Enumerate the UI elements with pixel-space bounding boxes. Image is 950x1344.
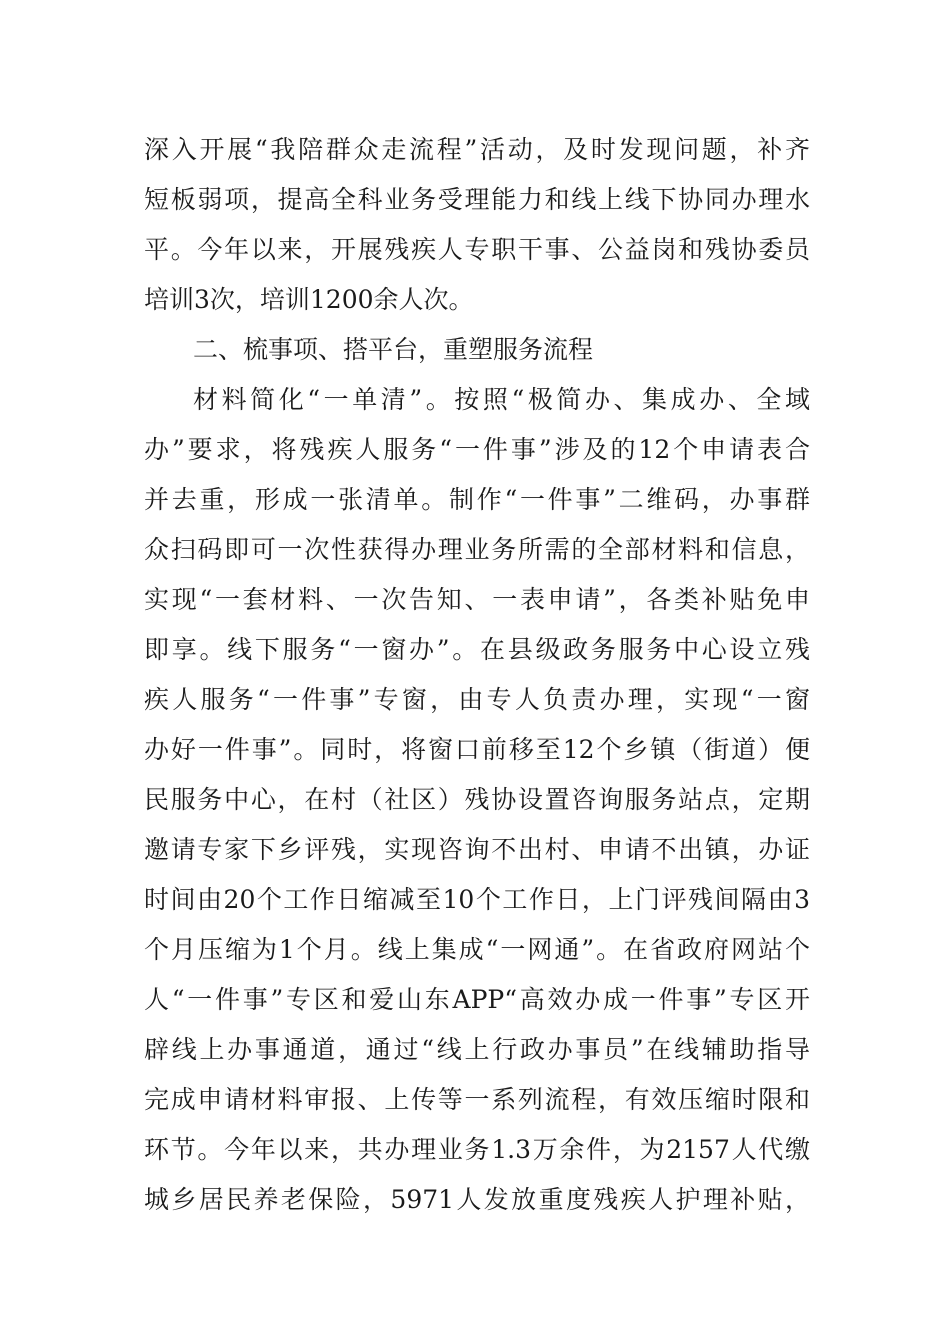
text-line: 城乡居民养老保险，5971人发放重度残疾人护理补贴， (144, 1185, 810, 1214)
text-line: 平。今年以来，开展残疾人专职干事、公益岗和残协委员 (144, 235, 810, 264)
text-line: 民服务中心，在村（社区）残协设置咨询服务站点，定期 (144, 785, 810, 814)
text-line: 疾人服务“一件事”专窗，由专人负责办理，实现“一窗 (144, 685, 810, 714)
section-heading: 二、梳事项、搭平台，重塑服务流程 (193, 335, 594, 364)
text-line: 时间由20个工作日缩减至10个工作日，上门评残间隔由3 (144, 885, 810, 914)
text-line: 实现“一套材料、一次告知、一表申请”，各类补贴免申 (144, 585, 810, 614)
text-line: 环节。今年以来，共办理业务1.3万余件，为2157人代缴 (144, 1135, 810, 1164)
text-line: 完成申请材料审报、上传等一系列流程，有效压缩时限和 (144, 1085, 810, 1114)
text-line: 办”要求，将残疾人服务“一件事”涉及的12个申请表合 (144, 435, 810, 464)
text-line: 并去重，形成一张清单。制作“一件事”二维码，办事群 (144, 485, 810, 514)
text-line: 辟线上办事通道，通过“线上行政办事员”在线辅助指导 (144, 1035, 810, 1064)
text-line: 人“一件事”专区和爱山东APP“高效办成一件事”专区开 (144, 985, 810, 1014)
text-line: 短板弱项，提高全科业务受理能力和线上线下协同办理水 (144, 185, 810, 214)
text-line: 个月压缩为1个月。线上集成“一网通”。在省政府网站个 (144, 935, 810, 964)
text-line: 邀请专家下乡评残，实现咨询不出村、申请不出镇，办证 (144, 835, 810, 864)
text-line: 办好一件事”。同时，将窗口前移至12个乡镇（街道）便 (144, 735, 810, 764)
text-line: 众扫码即可一次性获得办理业务所需的全部材料和信息， (144, 535, 810, 564)
text-line: 即享。线下服务“一窗办”。在县级政务服务中心设立残 (144, 635, 810, 664)
paragraph-first-line: 材料简化“一单清”。按照“极简办、集成办、全域 (193, 385, 810, 414)
text-line: 深入开展“我陪群众走流程”活动，及时发现问题，补齐 (144, 135, 810, 164)
text-line: 培训3次，培训1200余人次。 (144, 285, 474, 314)
